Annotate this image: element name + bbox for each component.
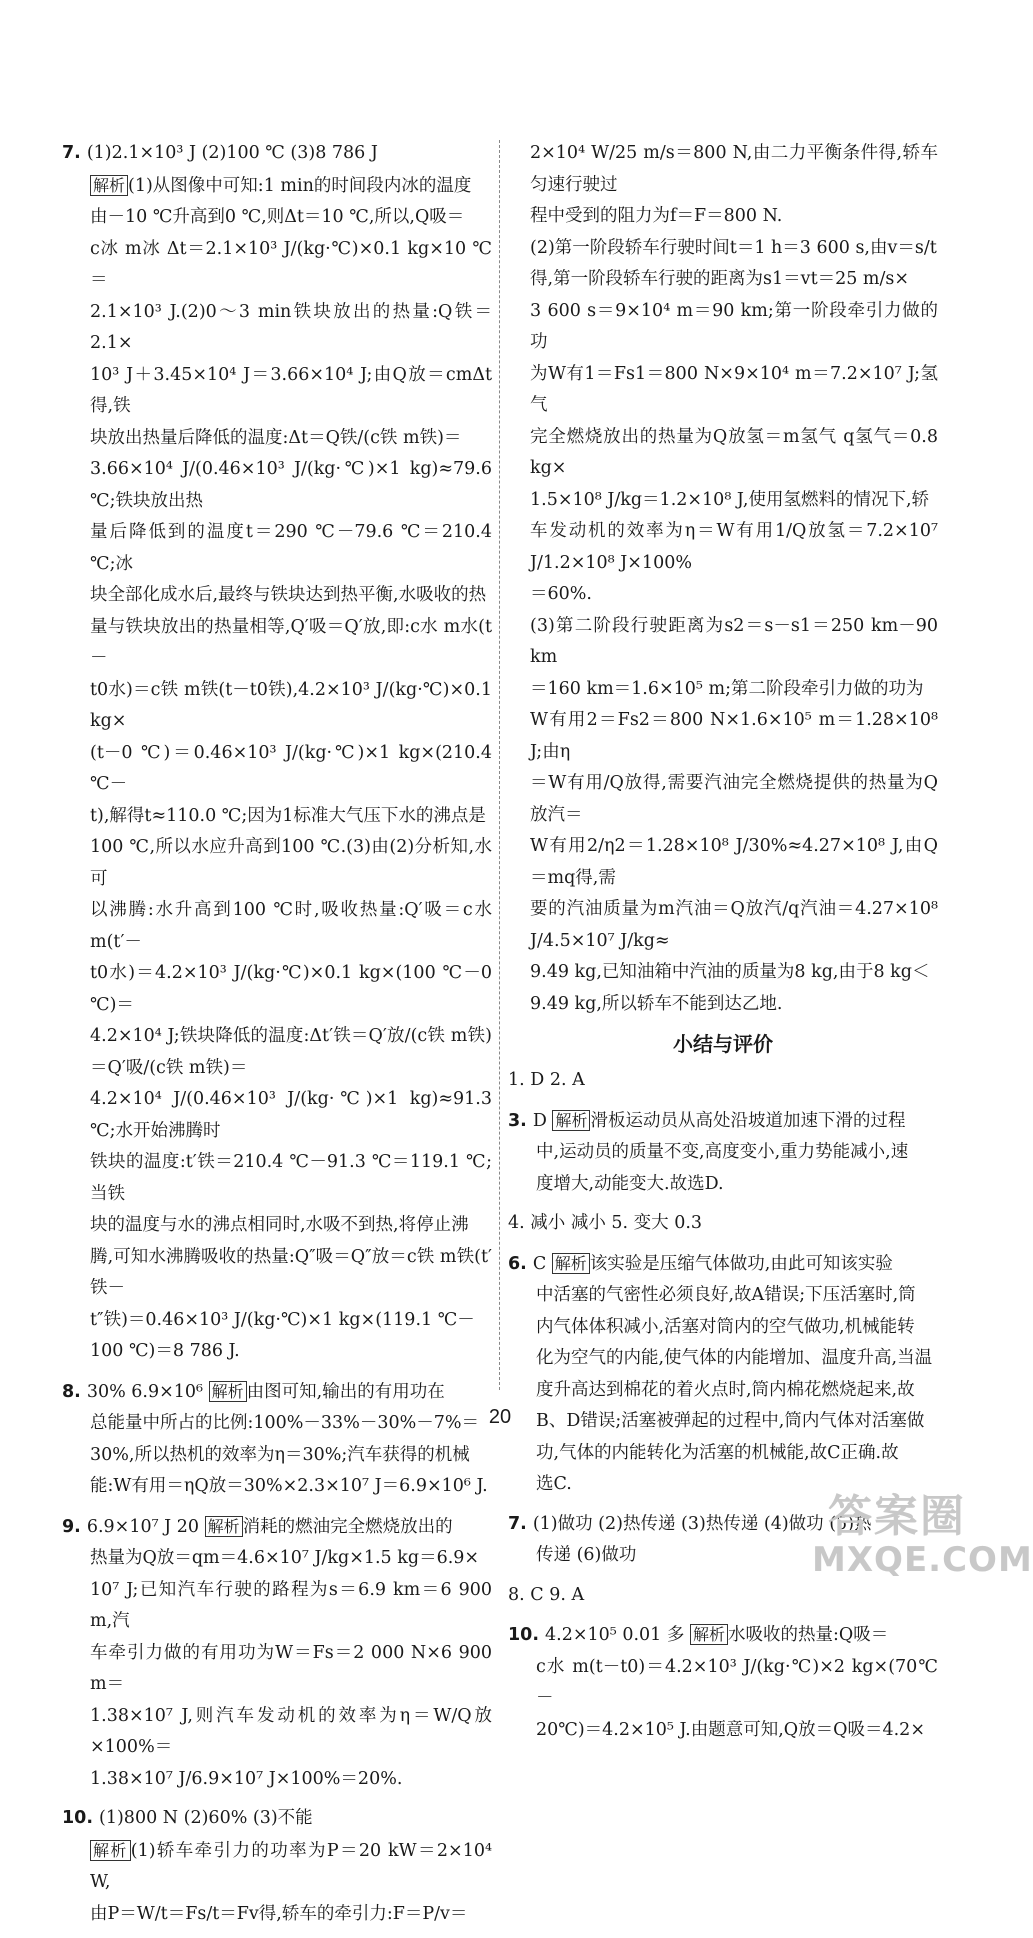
question-9: [62, 1511, 492, 1796]
analysis-line: 块放出热量后降低的温度:Δt＝Q铁/(c铁 m铁)＝: [90, 427, 462, 448]
analysis-line: 100 ℃)＝8 786 J.: [90, 1341, 240, 1361]
analysis-line: 化为空气的内能,使气体的内能增加、温度升高,当温: [536, 1348, 933, 1368]
question-8: [62, 1376, 492, 1503]
analysis-line: 块全部化成水后,最终与铁块达到热平衡,水吸收的热: [90, 585, 487, 605]
analysis-tag: 解析: [552, 1110, 590, 1131]
analysis-line: t0水)＝4.2×10³ J/(kg·℃)×0.1 kg×(100 ℃－0 ℃)＝: [90, 963, 492, 1015]
analysis-line: W有用2＝Fs2＝800 N×1.6×10⁵ m＝1.28×10⁸ J;由η: [530, 710, 938, 762]
answers-8-9: 8. C 9. A: [508, 1584, 585, 1605]
analysis-line: 车牵引力做的有用功为W＝Fs＝2 000 N×6 900 m＝: [90, 1642, 492, 1694]
page-number: 20: [488, 1406, 512, 1428]
question-10: [508, 1619, 938, 1746]
analysis-tag: 解析: [552, 1253, 590, 1274]
question-number: 7.: [62, 143, 81, 163]
analysis-line: 以沸腾:水升高到100 ℃时,吸收热量:Q′吸＝c水 m(t′－: [90, 900, 492, 952]
analysis-line: 能:W有用＝ηQ放＝30%×2.3×10⁷ J＝6.9×10⁶ J.: [90, 1476, 488, 1496]
analysis-line: 度增大,动能变大.故选D.: [536, 1173, 724, 1194]
analysis-tag: 解析: [90, 175, 128, 196]
analysis-line: 10³ J＋3.45×10⁴ J＝3.66×10⁴ J;由Q放＝cmΔt得,铁: [90, 364, 492, 416]
analysis-line: (t－0 ℃)＝0.46×10³ J/(kg·℃)×1 kg×(210.4 ℃－: [90, 742, 492, 794]
analysis-line: 内气体体积减小,活塞对筒内的空气做功,机械能转: [536, 1316, 915, 1337]
question-6: [508, 1248, 938, 1501]
analysis-line: 30%,所以热机的效率为η＝30%;汽车获得的机械: [90, 1444, 470, 1465]
analysis-line: 100 ℃,所以水应升高到100 ℃.(3)由(2)分析知,水可: [90, 837, 492, 889]
analysis-line: c冰 m冰 Δt＝2.1×10³ J/(kg·℃)×0.1 kg×10 ℃＝: [90, 238, 492, 290]
analysis-tag: 解析: [90, 1840, 131, 1861]
analysis-line: 程中受到的阻力为f＝F＝800 N.: [530, 206, 783, 226]
analysis-line: 2×10⁴ W/25 m/s＝800 N,由二力平衡条件得,轿车匀速行驶过: [530, 143, 938, 195]
analysis-line: 2.1×10³ J.(2)0～3 min铁块放出的热量:Q铁＝2.1×: [90, 301, 492, 353]
answer-text: 30% 6.9×10⁶: [86, 1381, 204, 1402]
analysis-line: 中活塞的气密性必须良好,故A错误;下压活塞时,筒: [536, 1285, 916, 1305]
question-number: 10.: [62, 1808, 94, 1828]
watermark: [812, 1480, 1033, 1580]
analysis-line: 度升高达到棉花的着火点时,筒内棉花燃烧起来,故: [536, 1379, 915, 1400]
watermark-logo-text: 答案圈: [828, 1491, 966, 1542]
analysis-tag: 解析: [209, 1381, 247, 1402]
analysis-line: 由图可知,输出的有用功在: [246, 1381, 445, 1402]
analysis-line: 9.49 kg,所以轿车不能到达乙地.: [530, 993, 783, 1014]
answer-text: (1)800 N (2)60% (3)不能: [99, 1808, 313, 1828]
analysis-line: 为W有1＝Fs1＝800 N×9×10⁴ m＝7.2×10⁷ J;氢气: [530, 363, 938, 415]
analysis-line: ＝160 km＝1.6×10⁵ m;第二阶段牵引力做的功为: [530, 678, 924, 699]
analysis-line: 由P＝W/t＝Fs/t＝Fv得,轿车的牵引力:F＝P/v＝: [90, 1903, 468, 1924]
analysis-line: 由－10 ℃升高到0 ℃,则Δt＝10 ℃,所以,Q吸＝: [90, 207, 465, 227]
analysis-line: t″铁)＝0.46×10³ J/(kg·℃)×1 kg×(119.1 ℃－: [90, 1309, 475, 1330]
analysis-line: 滑板运动员从高处沿坡道加速下滑的过程: [590, 1110, 906, 1131]
question-number: 6.: [508, 1253, 527, 1274]
analysis-line: 1.38×10⁷ J/6.9×10⁷ J×100%＝20%.: [90, 1768, 403, 1789]
column-divider: [499, 140, 500, 1390]
answer-text: 4.2×10⁵ 0.01 多: [545, 1625, 685, 1645]
analysis-line: 中,运动员的质量不变,高度变小,重力势能减小,速: [536, 1142, 909, 1162]
question-number: 7.: [508, 1513, 527, 1534]
analysis-line: c水 m(t－t0)＝4.2×10³ J/(kg·℃)×2 kg×(70℃－: [536, 1656, 938, 1708]
question-7: [62, 138, 492, 1368]
analysis-line: 1.38×10⁷ J,则汽车发动机的效率为η＝W/Q放×100%＝: [90, 1705, 492, 1757]
analysis-line: 要的汽油质量为m汽油＝Q放汽/q汽油＝4.27×10⁸ J/4.5×10⁷ J/kg≈: [530, 899, 938, 951]
analysis-line: 铁块的温度:t′铁＝210.4 ℃－91.3 ℃＝119.1 ℃;当铁: [90, 1152, 492, 1204]
analysis-line: ＝W有用/Q放得,需要汽油完全燃烧提供的热量为Q放汽＝: [530, 773, 938, 825]
answer-text: (1)做功 (2)热传递 (3)热传递 (4)做功 (5)热: [532, 1513, 872, 1534]
question-3: [508, 1105, 938, 1201]
analysis-line: (2)第一阶段轿车行驶时间t＝1 h＝3 600 s,由v＝s/t: [530, 237, 937, 258]
analysis-line: t),解得t≈110.0 ℃;因为1标准大气压下水的沸点是: [90, 805, 486, 826]
analysis-line: W有用2/η2＝1.28×10⁸ J/30%≈4.27×10⁸ J,由Q＝mq得,需: [530, 836, 938, 888]
question-number: 9.: [62, 1516, 81, 1537]
analysis-line: (1)从图像中可知:1 min的时间段内冰的温度: [128, 175, 472, 196]
analysis-line: (1)轿车牵引力的功率为P＝20 kW＝2×10⁴ W,: [90, 1840, 492, 1892]
left-column: [62, 138, 492, 1938]
analysis-line: B、D错误;活塞被弹起的过程中,筒内气体对活塞做: [536, 1411, 925, 1431]
analysis-line: 1.5×10⁸ J/kg＝1.2×10⁸ J,使用氢燃料的情况下,轿: [530, 489, 930, 510]
analysis-line: 总能量中所占的比例:100%－33%－30%－7%＝: [90, 1413, 479, 1433]
analysis-line: 4.2×10⁴ J/(0.46×10³ J/(kg·℃)×1 kg)≈91.3 ℃;水开始沸腾时: [90, 1089, 492, 1141]
answer-text: D: [532, 1110, 547, 1131]
analysis-line: ＝60%.: [530, 584, 592, 604]
question-number: 3.: [508, 1110, 527, 1131]
analysis-line: 选C.: [536, 1474, 572, 1494]
analysis-line: t0水)＝c铁 m铁(t－t0铁),4.2×10³ J/(kg·℃)×0.1 kg×: [90, 679, 492, 731]
analysis-line: 得,第一阶段轿车行驶的距离为s1＝vt＝25 m/s×: [530, 269, 910, 289]
section-title: 小结与评价: [673, 1032, 773, 1056]
analysis-line: 该实验是压缩气体做功,由此可知该实验: [589, 1253, 893, 1274]
answer-text: C: [532, 1253, 547, 1274]
analysis-line: 10⁷ J;已知汽车行驶的路程为s＝6.9 km＝6 900 m,汽: [90, 1579, 492, 1631]
analysis-line: 量与铁块放出的热量相等,Q′吸＝Q′放,即:c水 m水(t－: [90, 616, 492, 668]
analysis-line: 车发动机的效率为η＝W有用1/Q放氢＝7.2×10⁷ J/1.2×10⁸ J×100%: [530, 521, 938, 573]
question-10: [62, 1803, 492, 1930]
analysis-line: 20℃)＝4.2×10⁵ J.由题意可知,Q放＝Q吸＝4.2×: [536, 1719, 925, 1740]
analysis-line: (3)第二阶段行驶距离为s2＝s－s1＝250 km－90 km: [530, 615, 938, 667]
analysis-tag: 解析: [690, 1624, 728, 1645]
analysis-line: 4.2×10⁴ J;铁块降低的温度:Δt′铁＝Q′放/(c铁 m铁)＝Q′吸/(c铁 m铁)＝: [90, 1026, 492, 1078]
analysis-line: 块的温度与水的沸点相同时,水吸不到热,将停止沸: [90, 1215, 469, 1235]
analysis-line: 9.49 kg,已知油箱中汽油的质量为8 kg,由于8 kg＜: [530, 962, 930, 982]
analysis-line: 3.66×10⁴ J/(0.46×10³ J/(kg·℃)×1 kg)≈79.6 ℃;铁块放出热: [90, 459, 492, 511]
analysis-line: 消耗的燃油完全燃烧放出的: [242, 1516, 453, 1537]
analysis-line: 功,气体的内能转化为活塞的机械能,故C正确.故: [536, 1442, 899, 1463]
analysis-line: 量后降低到的温度t＝290 ℃－79.6 ℃＝210.4 ℃;冰: [90, 522, 492, 574]
analysis-tag: 解析: [205, 1516, 243, 1537]
analysis-line: 3 600 s＝9×10⁴ m＝90 km;第一阶段牵引力做的功: [530, 300, 938, 352]
answer-text: 传递 (6)做功: [536, 1545, 637, 1565]
watermark-url: MXQE.COM: [812, 1540, 1033, 1580]
answers-1-2: 1. D 2. A: [508, 1070, 585, 1090]
answer-text: (1)2.1×10³ J (2)100 ℃ (3)8 786 J: [86, 143, 378, 163]
answers-4-5: 4. 减小 减小 5. 变大 0.3: [508, 1213, 703, 1233]
question-number: 10.: [508, 1625, 540, 1645]
answer-text: 6.9×10⁷ J 20: [86, 1516, 200, 1537]
question-number: 8.: [62, 1381, 81, 1402]
question-10-continued: [508, 138, 938, 1020]
analysis-line: 水吸收的热量:Q吸＝: [727, 1625, 889, 1645]
analysis-line: 完全燃烧放出的热量为Q放氢＝m氢气 q氢气＝0.8 kg×: [530, 426, 938, 478]
analysis-line: 腾,可知水沸腾吸收的热量:Q″吸＝Q″放＝c铁 m铁(t′铁－: [90, 1246, 492, 1298]
analysis-line: 热量为Q放＝qm＝4.6×10⁷ J/kg×1.5 kg＝6.9×: [90, 1548, 480, 1568]
